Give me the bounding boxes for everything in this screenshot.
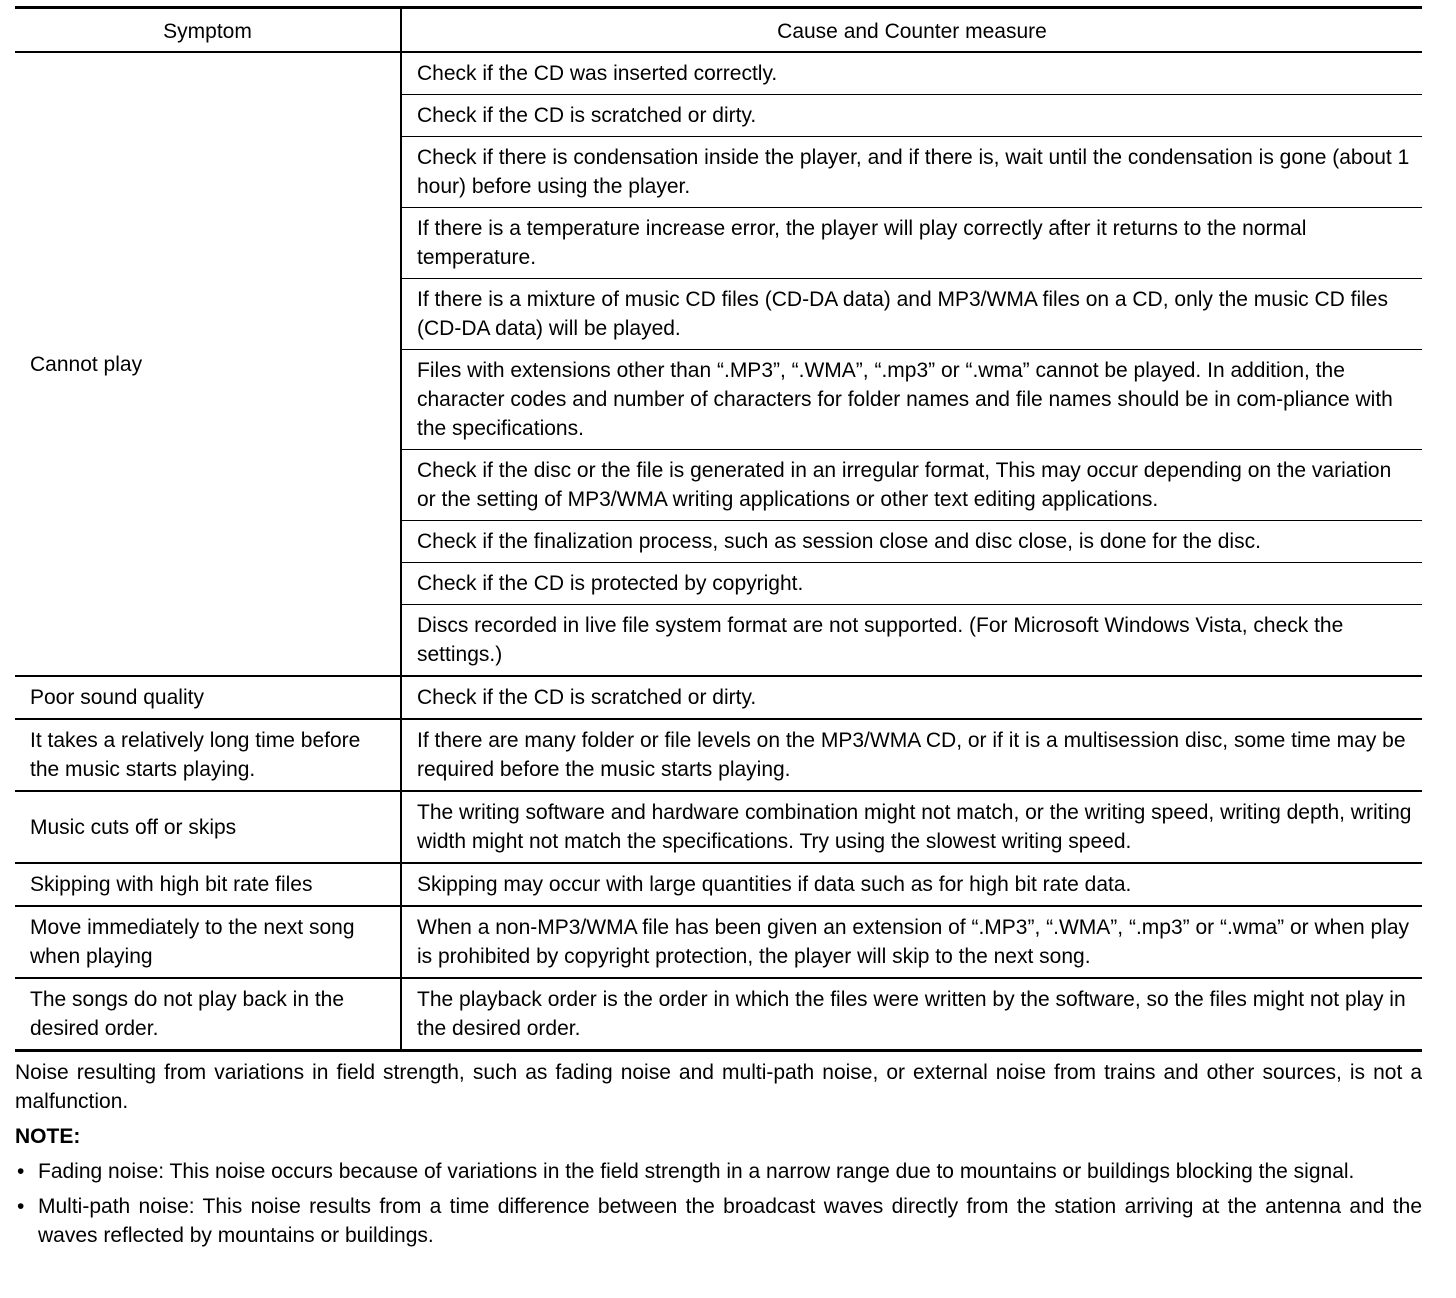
bullet-icon: • [17, 1195, 25, 1218]
table-row [15, 978, 1422, 1051]
cause-cell: Check if the CD is scratched or dirty. [401, 676, 1422, 719]
cause-cell: Check if the finalization process, such as session close and disc close, is done for the disc. [401, 521, 1422, 563]
table-header-row [15, 8, 1422, 53]
cause-cell: Discs recorded in live file system format are not supported. (For Microsoft Windows Vista, check the settings.) [401, 605, 1422, 677]
table-row [15, 676, 1422, 719]
cause-cell: Files with extensions other than “.MP3”, “.WMA”, “.mp3” or “.wma” cannot be played. In addition, the character codes and number of characters for folder names and file names should be in com-pliance with the specifications. [401, 350, 1422, 450]
note-text: Fading noise: This noise occurs because of variations in the field strength in a narrow range due to mountains or buildings blocking the signal. [38, 1160, 1355, 1183]
symptom-cell: Poor sound quality [15, 676, 401, 719]
note-heading: NOTE: [15, 1125, 81, 1148]
cause-cell: When a non-MP3/WMA file has been given an extension of “.MP3”, “.WMA”, “.mp3” or “.wma” or when play is prohibited by copyright protection, the player will skip to the next song. [401, 906, 1422, 978]
cause-cell: If there is a temperature increase error, the player will play correctly after it returns to the normal temperature. [401, 208, 1422, 279]
table-row [15, 52, 1422, 95]
notes-section [15, 1058, 1422, 1250]
note-text: Multi-path noise: This noise results from a time difference between the broadcast waves directly from the station arriving at the antenna and the waves reflected by mountains or buildings. [38, 1195, 1422, 1247]
cause-cell: Skipping may occur with large quantities if data such as for high bit rate data. [401, 863, 1422, 906]
table-row [15, 863, 1422, 906]
table-row [15, 791, 1422, 863]
header-symptom: Symptom [15, 8, 401, 53]
cause-cell: If there are many folder or file levels on the MP3/WMA CD, or if it is a multisession disc, some time may be required before the music starts playing. [401, 719, 1422, 791]
symptom-cell: Cannot play [15, 52, 401, 676]
symptom-cell: It takes a relatively long time before the music starts playing. [15, 719, 401, 791]
symptom-cell: Move immediately to the next song when playing [15, 906, 401, 978]
symptom-cell: Skipping with high bit rate files [15, 863, 401, 906]
noise-statement: Noise resulting from variations in field strength, such as fading noise and multi-path noise, or external noise from trains and other sources, is not a malfunction. [15, 1061, 1422, 1113]
cause-cell: Check if the CD was inserted correctly. [401, 52, 1422, 95]
cause-cell: Check if the disc or the file is generated in an irregular format, This may occur depending on the variation or the setting of MP3/WMA writing applications or other text editing applications. [401, 450, 1422, 521]
cause-cell: Check if the CD is scratched or dirty. [401, 95, 1422, 137]
troubleshooting-table [15, 6, 1422, 1052]
symptom-cell: Music cuts off or skips [15, 791, 401, 863]
table-row [15, 719, 1422, 791]
table-row [15, 906, 1422, 978]
list-item [15, 1192, 1422, 1250]
cause-cell: Check if the CD is protected by copyright. [401, 563, 1422, 605]
cause-cell: The writing software and hardware combination might not match, or the writing speed, writing depth, writing width might not match the specifications. Try using the slowest writing speed. [401, 791, 1422, 863]
header-cause: Cause and Counter measure [401, 8, 1422, 53]
symptom-cell: The songs do not play back in the desired order. [30, 988, 345, 1040]
list-item [15, 1157, 1422, 1186]
cause-cell: The playback order is the order in which the files were written by the software, so the files might not play in the desired order. [401, 978, 1422, 1051]
cause-cell: Check if there is condensation inside the player, and if there is, wait until the condensation is gone (about 1 hour) before using the player. [401, 137, 1422, 208]
note-list [15, 1157, 1422, 1250]
cause-cell: If there is a mixture of music CD files (CD-DA data) and MP3/WMA files on a CD, only the music CD files (CD-DA data) will be played. [401, 279, 1422, 350]
bullet-icon: • [17, 1160, 25, 1183]
